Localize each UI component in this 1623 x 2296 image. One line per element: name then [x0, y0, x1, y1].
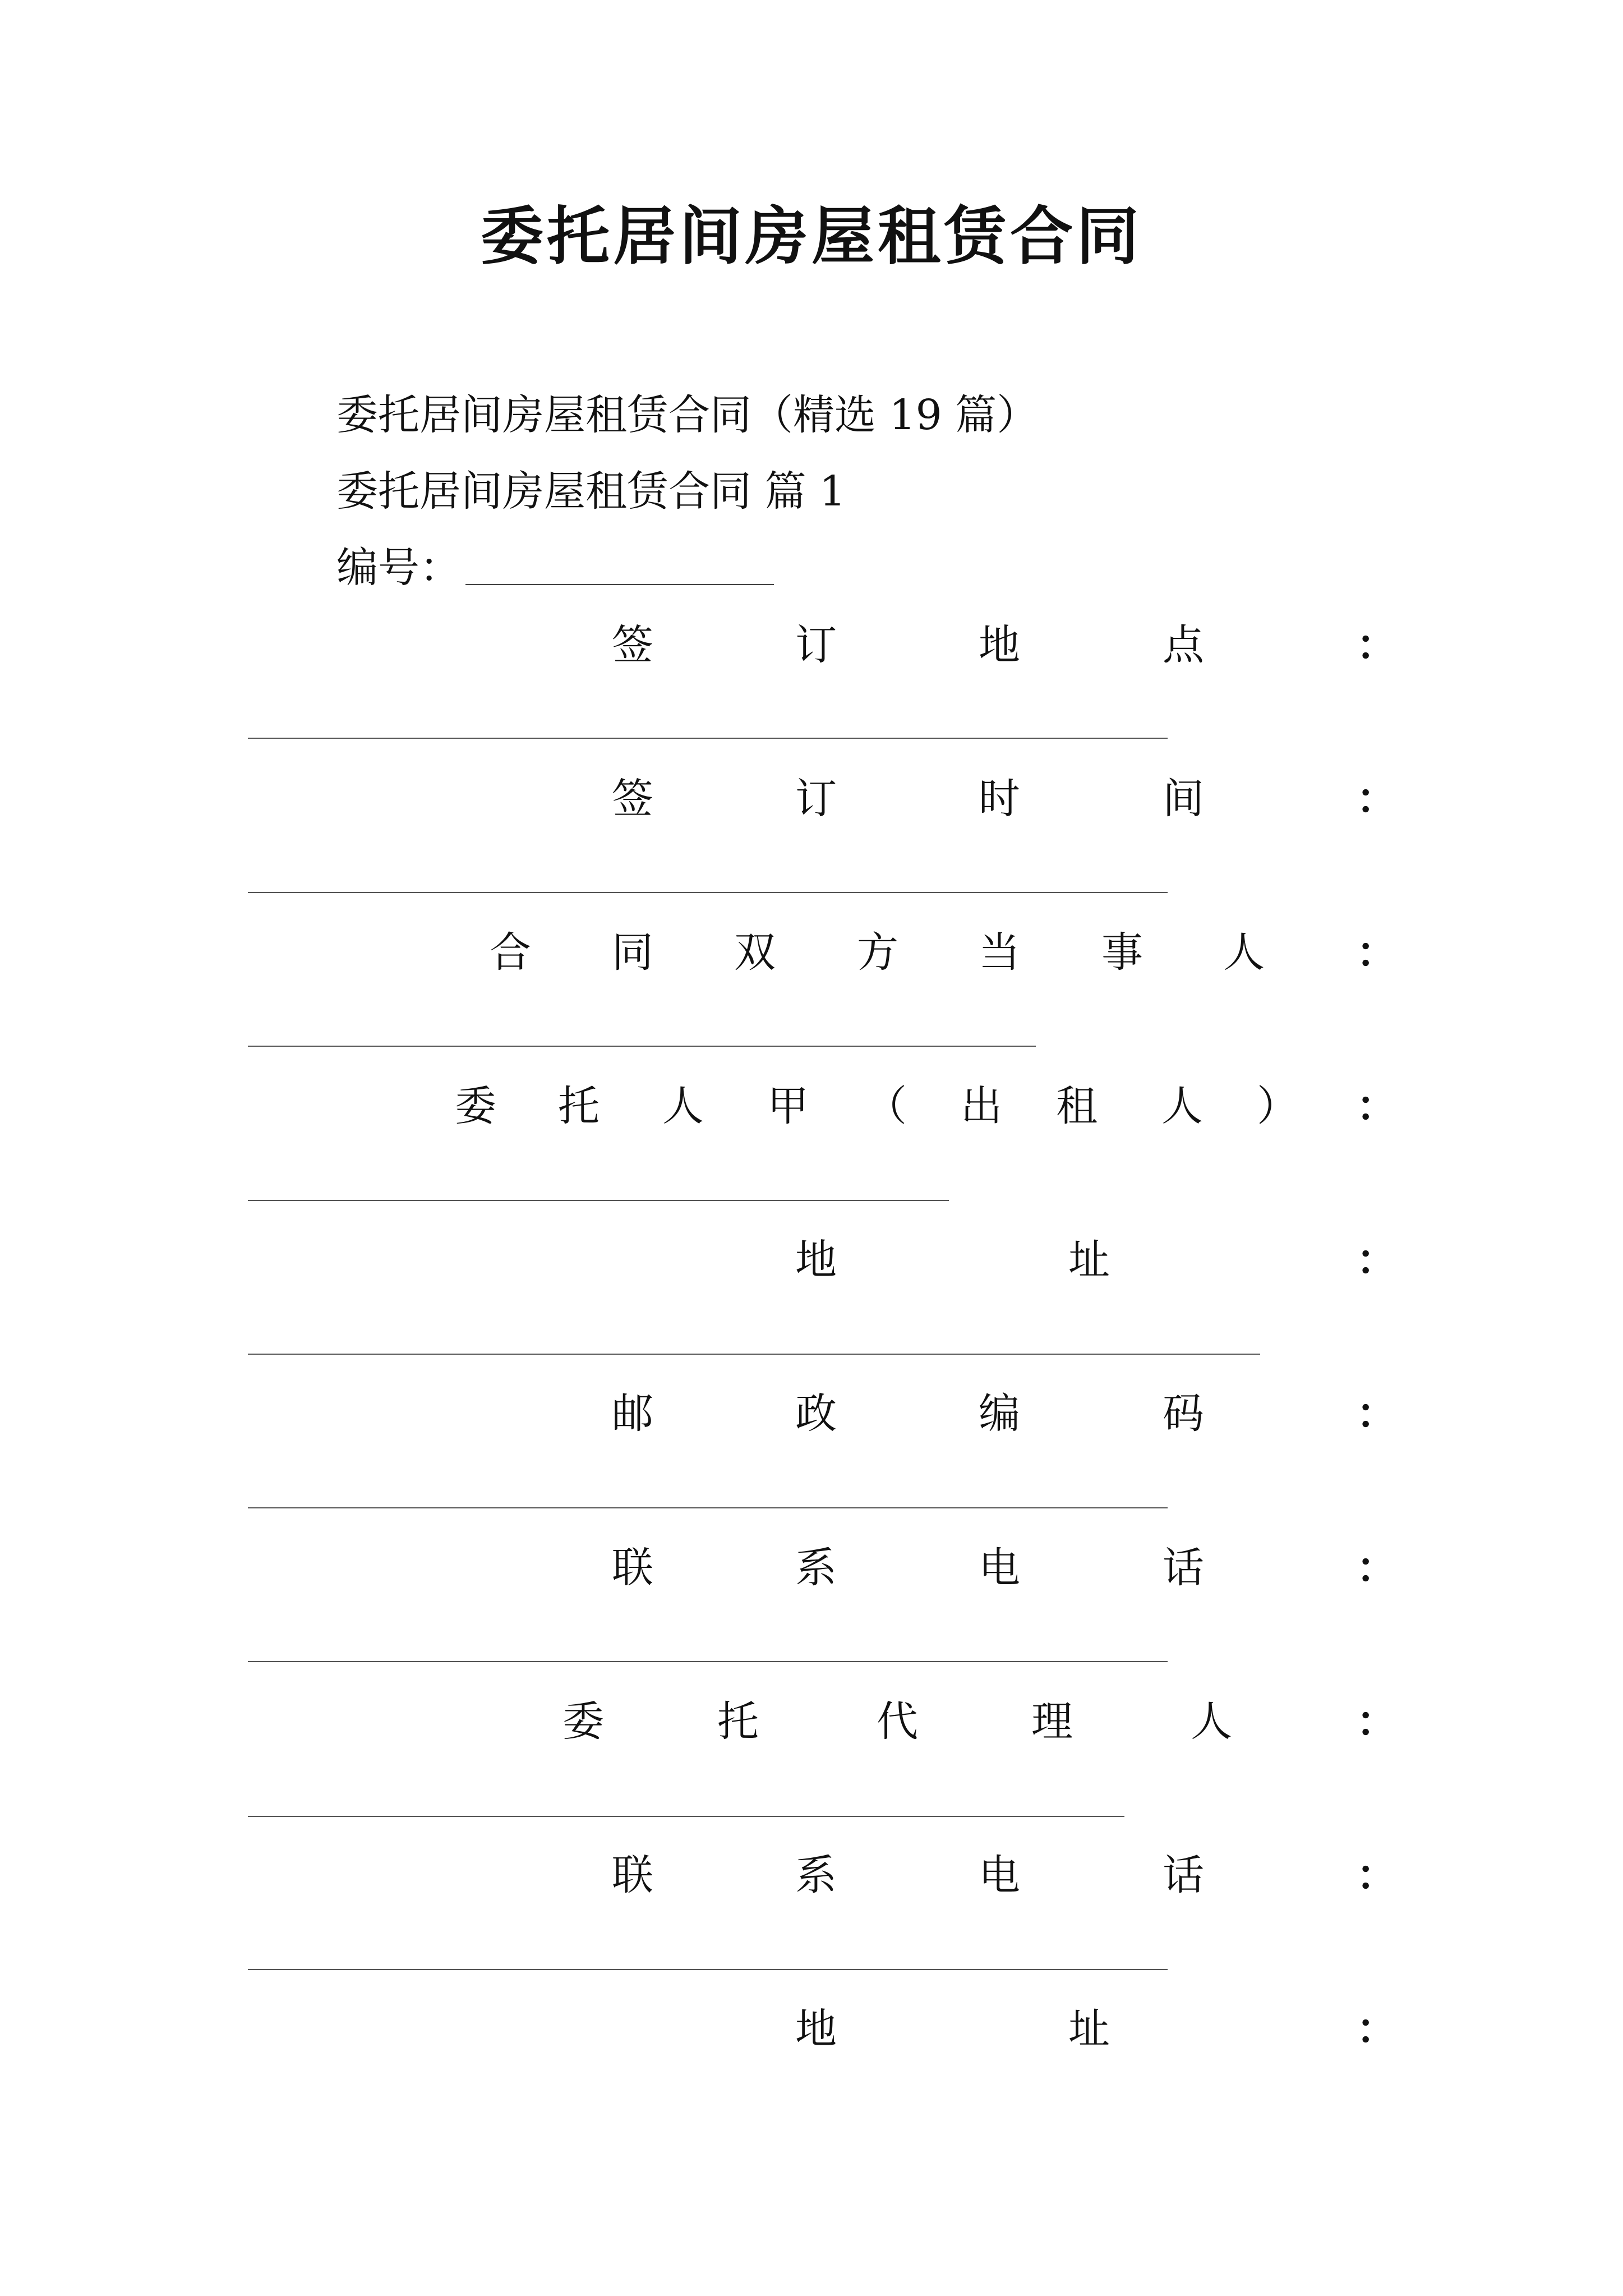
field-label-char: 委 — [455, 1082, 496, 1130]
subtitle-line: 委托居间房屋租赁合同（精选 19 篇） — [336, 391, 1039, 439]
field-label-char: 联 — [612, 1851, 653, 1899]
fill-in-blank-line — [248, 1046, 1036, 1047]
field-label-char: 址 — [1068, 1236, 1110, 1284]
field-label-char: 当 — [979, 928, 1020, 977]
form-field-row — [0, 1847, 1623, 1903]
field-label-char: 人 — [662, 1082, 704, 1130]
field-label-char: 时 — [979, 775, 1020, 823]
field-label-char: 订 — [795, 775, 837, 823]
fill-in-blank-line — [248, 738, 1168, 739]
field-colon: ： — [1356, 1697, 1398, 1746]
field-label-char: 地 — [795, 1236, 837, 1284]
field-label-char: 邮 — [612, 1389, 653, 1438]
fill-in-blank-line — [248, 892, 1168, 893]
fill-in-blank-line — [248, 1354, 1260, 1355]
field-label-char: 代 — [877, 1697, 918, 1746]
field-label-char: 甲 — [767, 1082, 809, 1130]
field-label-char: 电 — [979, 1544, 1020, 1592]
form-field-row — [0, 1386, 1623, 1442]
field-label-char: 人 — [1161, 1082, 1203, 1130]
field-colon: ： — [1356, 2005, 1398, 2053]
field-label-char: 同 — [612, 928, 653, 977]
field-label-char: 政 — [795, 1389, 837, 1438]
field-colon: ： — [1356, 621, 1398, 669]
field-label-char: 话 — [1163, 1544, 1204, 1592]
form-field-row — [0, 1078, 1623, 1134]
field-colon: ： — [1356, 1236, 1398, 1284]
contract-number-label: 编号： — [336, 544, 461, 592]
field-label-char: 电 — [979, 1851, 1020, 1899]
field-colon: ： — [1356, 1544, 1398, 1592]
form-field-row — [0, 2001, 1623, 2057]
field-label-char: 合 — [490, 928, 531, 977]
field-label-char: 双 — [734, 928, 776, 977]
field-label-char: 人 — [1223, 928, 1265, 977]
form-field-row — [0, 1540, 1623, 1596]
field-label-char: 间 — [1163, 775, 1204, 823]
field-colon: ： — [1356, 1389, 1398, 1438]
form-field-row — [0, 771, 1623, 827]
field-label-char: 托 — [717, 1697, 759, 1746]
fill-in-blank-line — [248, 1200, 949, 1201]
field-label-char: 话 — [1163, 1851, 1204, 1899]
field-label-char: 方 — [857, 928, 898, 977]
form-field-row — [0, 617, 1623, 673]
fill-in-blank-line — [248, 1969, 1168, 1970]
field-label-char: 联 — [612, 1544, 653, 1592]
field-label-char: 签 — [612, 621, 653, 669]
field-label-char: 点 — [1163, 621, 1204, 669]
document-title: 委托居间房屋租赁合同 — [481, 200, 1142, 273]
field-label-char: 理 — [1031, 1697, 1073, 1746]
field-label-char: 租 — [1056, 1082, 1098, 1130]
field-label-char: 出 — [961, 1082, 1002, 1130]
form-field-row — [0, 924, 1623, 981]
field-label-char: 事 — [1101, 928, 1143, 977]
field-label-char: 址 — [1068, 2005, 1110, 2053]
contract-number-blank — [465, 584, 774, 585]
field-label-char: 托 — [558, 1082, 600, 1130]
field-label-char: 码 — [1163, 1389, 1204, 1438]
field-label-char: 编 — [979, 1389, 1020, 1438]
field-label-char: 系 — [795, 1851, 837, 1899]
field-colon: ： — [1356, 928, 1398, 977]
field-colon: ： — [1356, 775, 1398, 823]
form-field-row — [0, 1232, 1623, 1288]
section-heading: 委托居间房屋租赁合同 篇 1 — [336, 467, 846, 516]
field-label-char: 签 — [612, 775, 653, 823]
fill-in-blank-line — [248, 1816, 1124, 1817]
field-label-char: 人 — [1191, 1697, 1232, 1746]
fill-in-blank-line — [248, 1507, 1168, 1508]
field-label-char: 系 — [795, 1544, 837, 1592]
field-label-char: 地 — [979, 621, 1020, 669]
field-label-char: 地 — [795, 2005, 837, 2053]
contract-number-line — [336, 540, 774, 596]
form-field-row — [0, 1694, 1623, 1750]
field-colon: ： — [1356, 1082, 1398, 1130]
field-label-char: ） — [1257, 1082, 1298, 1130]
fill-in-blank-line — [248, 1661, 1168, 1662]
field-label-char: 委 — [562, 1697, 604, 1746]
field-label-char: （ — [865, 1082, 907, 1130]
field-label-char: 订 — [795, 621, 837, 669]
field-colon: ： — [1356, 1851, 1398, 1899]
